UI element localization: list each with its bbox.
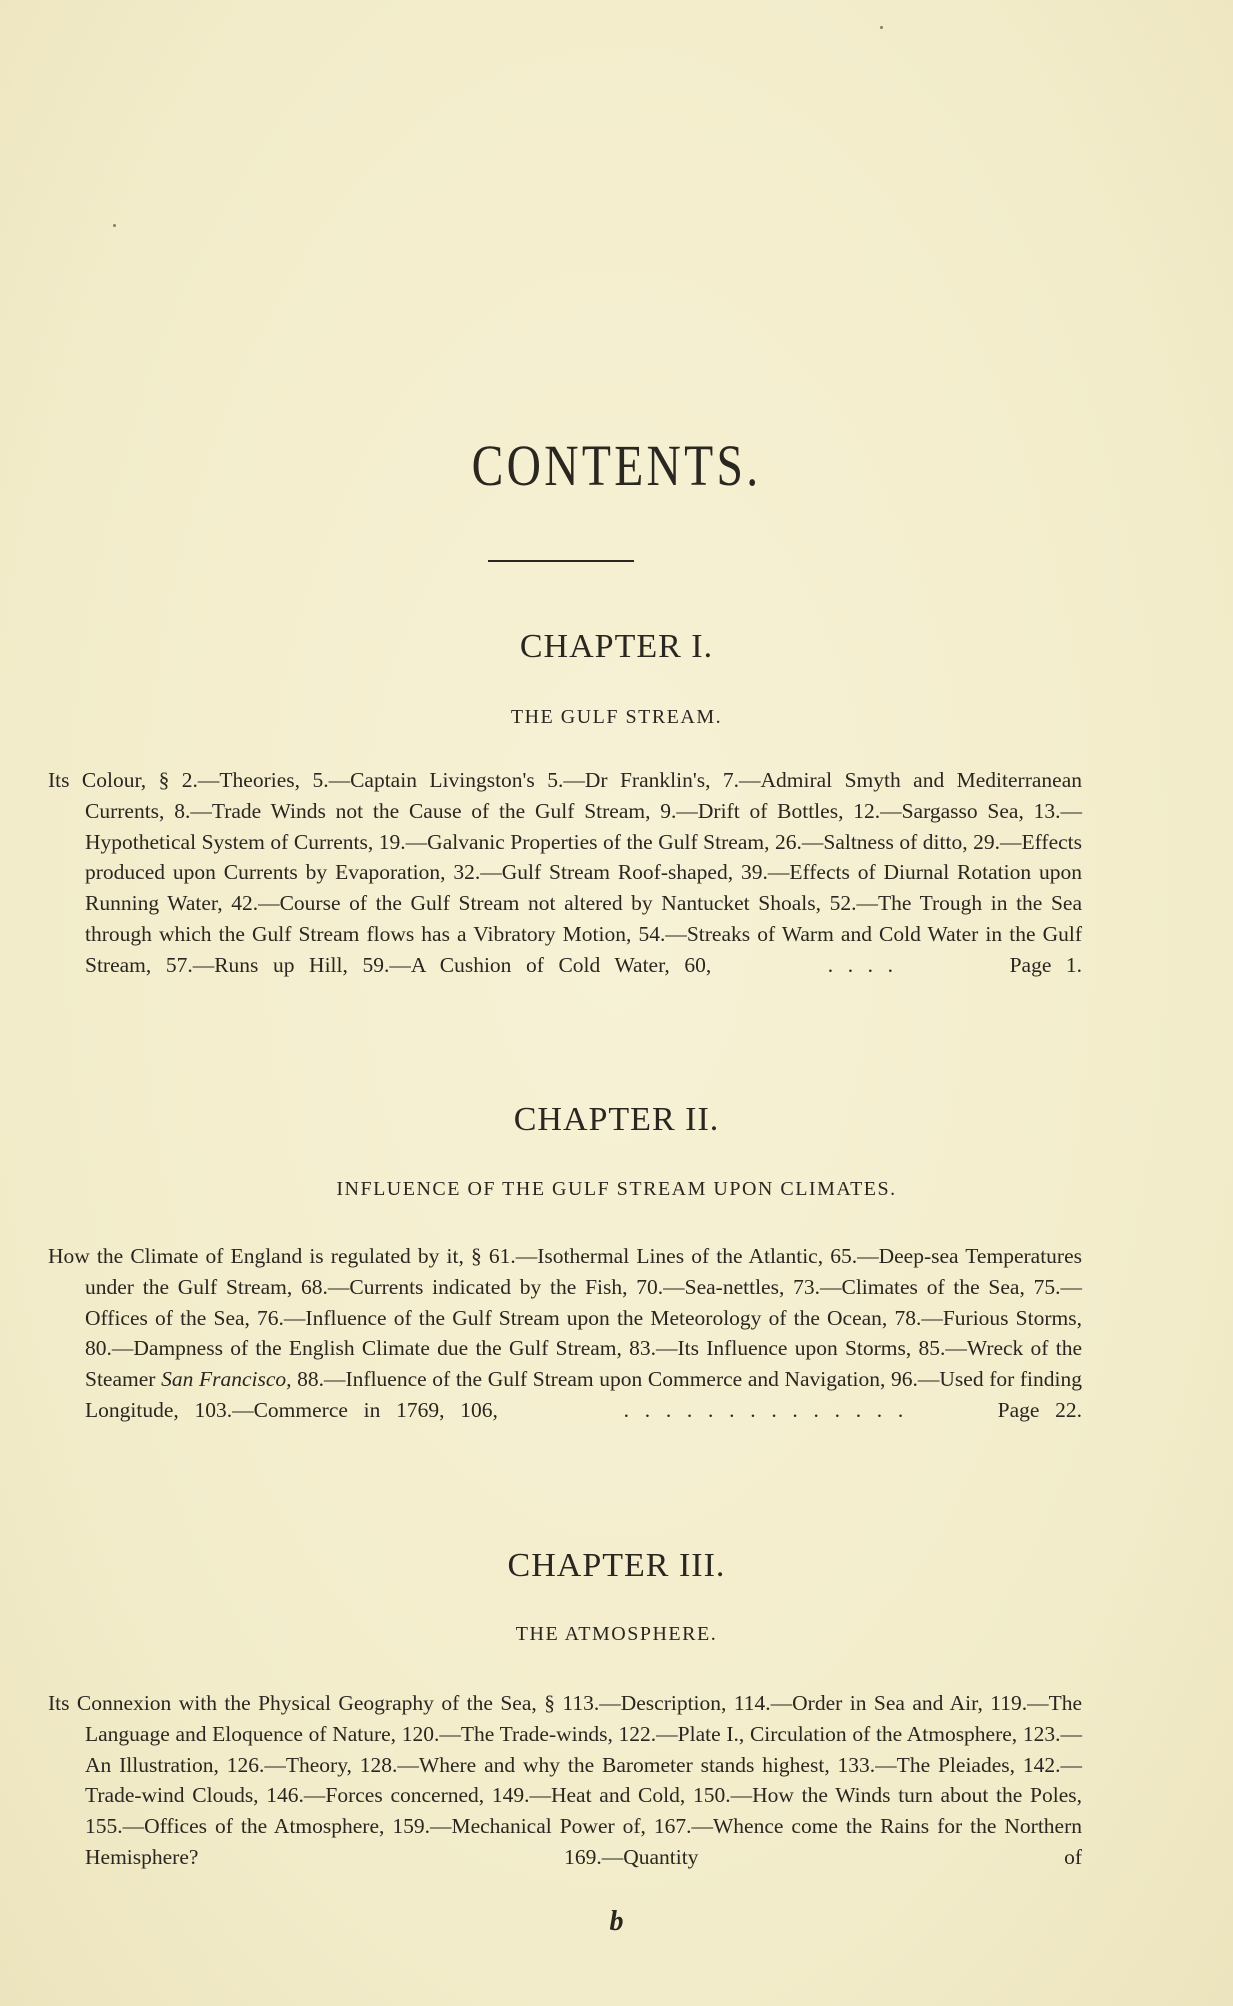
chapter-2-heading: CHAPTER II. [513, 1101, 720, 1138]
chapter-2-page-ref: Page 22. [997, 1397, 1083, 1422]
ship-name: San Francisco, [161, 1367, 292, 1392]
ink-speck [113, 224, 116, 227]
chapter-1-heading: CHAPTER I. [519, 628, 714, 665]
chapter-1-page-ref: Page 1. [1009, 952, 1083, 977]
page-folio: b [609, 1906, 624, 1937]
chapter-3-subtitle: THE ATMOSPHERE. [515, 1623, 718, 1645]
chapter-2-summary-tail: 88.—Influence of the Gulf Stream upon Commerce and Navigation, 96.—Used for finding Longitude, 103.—Commerce in 1769, 106, [85, 1367, 1082, 1422]
chapter-1-leader-dots: . . . . [827, 952, 893, 977]
title-rule [488, 560, 634, 562]
contents-title: CONTENTS. [471, 433, 762, 498]
chapter-1-summary-text: Its Colour, § 2.—Theories, 5.—Captain Livingston's 5.—Dr Franklin's, 7.—Admiral Smyth and Mediterranean Currents, 8.—Trade Winds not the Cause of the Gulf Stream, 9.—Drift of Bottles, 12.—Sargasso Sea, 13.—Hypothetical System of Currents, 19.—Galvanic Properties of the Gulf Stream, 26.—Saltness of ditto, 29.—Effects produced upon Currents by Evaporation, 32.—Gulf Stream Roof-shaped, 39.—Effects of Diurnal Rotation upon Running Water, 42.—Course of the Gulf Stream not altered by Nantucket Shoals, 52.—The Trough in the Sea through which the Gulf Stream flows has a Vibratory Motion, 54.—Streaks of Warm and Cold Water in the Gulf Stream, 57.—Runs up Hill, 59.—A Cushion of Cold Water, 60, [48, 768, 1082, 977]
chapter-1-summary [48, 765, 1082, 981]
chapter-1-subtitle: THE GULF STREAM. [510, 706, 723, 728]
chapter-2-subtitle: INFLUENCE OF THE GULF STREAM UPON CLIMATES. [336, 1178, 897, 1200]
chapter-2-summary-text: How the Climate of England is regulated by it, § 61.—Isothermal Lines of the Atlantic, 65.—Deep-sea Temperatures under the Gulf Stream, 68.—Currents indicated by the Fish, 70.—Sea-nettles, 73.—Climates of the Sea, 75.—Offices of the Sea, 76.—Influence of the Gulf Stream upon the Meteorology of the Ocean, 78.—Furious Storms, 80.—Dampness of the English Climate due the Gulf Stream, 83.—Its Influence upon Storms, 85.—Wreck of the Steamer [48, 1244, 1082, 1392]
chapter-3-summary-text: Its Connexion with the Physical Geography of the Sea, § 113.—Description, 114.—Order in Sea and Air, 119.—The Language and Eloquence of Nature, 120.—The Trade-winds, 122.—Plate I., Circulation of the Atmosphere, 123.—An Illustration, 126.—Theory, 128.—Where and why the Barometer stands highest, 133.—The Pleiades, 142.—Trade-wind Clouds, 146.—Forces concerned, 149.—Heat and Cold, 150.—How the Winds turn about the Poles, 155.—Offices of the Atmosphere, 159.—Mechanical Power of, 167.—Whence come the Rains for the Northern Hemisphere? 169.—Quantity of [48, 1691, 1082, 1869]
chapter-3-heading: CHAPTER III. [507, 1547, 726, 1584]
chapter-3-summary [48, 1688, 1082, 1873]
chapter-2-leader-dots: . . . . . . . . . . . . . . [623, 1397, 904, 1422]
chapter-2-summary [48, 1241, 1082, 1426]
ink-speck [880, 26, 883, 29]
